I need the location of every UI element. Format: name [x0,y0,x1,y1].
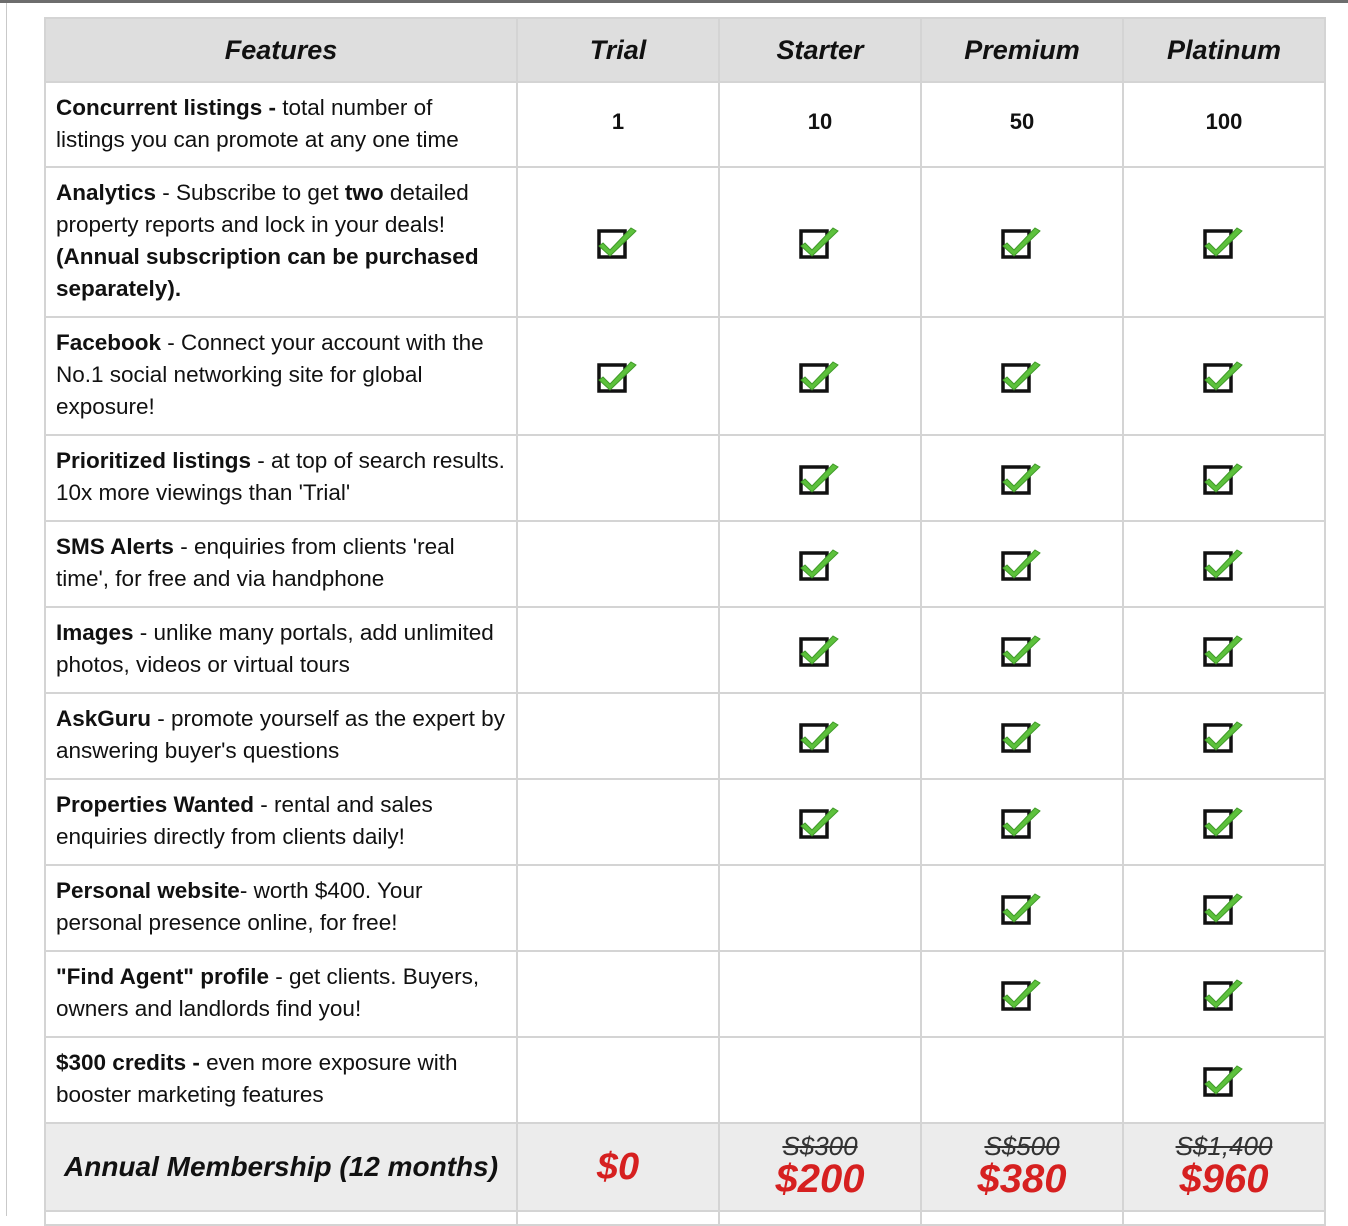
feature-title: $300 credits - [56,1050,200,1075]
checkmark-box-icon [1203,546,1245,582]
feature-description [45,317,517,435]
checkmark-box-icon [1001,224,1043,260]
feature-title: SMS Alerts [56,534,174,559]
checkmark-box-icon [1203,1062,1245,1098]
table-row [45,607,1325,693]
premium-price-cell [921,1123,1123,1211]
feature-note: (Annual subscription can be purchased separately). [56,244,479,301]
checkmark-box-icon [1001,460,1043,496]
checkmark-box-icon [799,804,841,840]
platinum-check-cell [1123,1037,1325,1123]
starter-check-cell [719,779,921,865]
checkmark-box-icon [799,718,841,754]
feature-text: - at top of search results. 10x more viewings than 'Trial' [56,448,505,505]
feature-title: Properties Wanted [56,792,254,817]
premium-old-price: S$500 [984,1131,1060,1161]
premium-value: 50 [921,82,1123,167]
checkmark-box-icon [799,358,841,394]
trial-check-cell [517,693,719,779]
feature-text: - rental and sales enquiries directly from clients daily! [56,792,433,849]
feature-description [45,435,517,521]
table-cell [921,1211,1123,1225]
feature-description [45,779,517,865]
feature-description [45,82,517,167]
table-cell [517,1211,719,1225]
starter-value: 10 [719,82,921,167]
header-starter: Starter [719,18,921,82]
trial-check-cell [517,865,719,951]
platinum-check-cell [1123,779,1325,865]
platinum-check-cell [1123,521,1325,607]
table-cell [45,1211,517,1225]
platinum-check-cell [1123,693,1325,779]
window-top-border [0,0,1348,3]
feature-text: - promote yourself as the expert by answering buyer's questions [56,706,505,763]
table-row [45,167,1325,317]
feature-description [45,865,517,951]
table-row [45,82,1325,167]
trial-price-cell [517,1123,719,1211]
starter-price-cell [719,1123,921,1211]
premium-check-cell [921,607,1123,693]
platinum-check-cell [1123,951,1325,1037]
pricing-comparison-table [44,17,1326,1226]
table-row [45,951,1325,1037]
feature-title: "Find Agent" profile [56,964,269,989]
trial-check-cell [517,317,719,435]
platinum-check-cell [1123,167,1325,317]
table-row [45,865,1325,951]
checkmark-box-icon [1001,358,1043,394]
feature-text: even more exposure with booster marketing features [56,1050,458,1107]
feature-description [45,693,517,779]
feature-title: Prioritized listings [56,448,252,473]
checkmark-box-icon [1001,976,1043,1012]
trial-check-cell [517,435,719,521]
platinum-check-cell [1123,865,1325,951]
starter-check-cell [719,521,921,607]
starter-check-cell [719,317,921,435]
feature-emphasis: two [344,180,384,205]
trial-check-cell [517,521,719,607]
checkmark-box-icon [597,224,639,260]
feature-text: - Connect your account with the No.1 social networking site for global exposure! [56,330,484,419]
header-platinum: Platinum [1123,18,1325,82]
checkmark-box-icon [1001,890,1043,926]
feature-text: - Subscribe to get [156,180,345,205]
header-premium: Premium [921,18,1123,82]
platinum-check-cell [1123,317,1325,435]
feature-title: Images [56,620,134,645]
premium-check-cell [921,167,1123,317]
premium-check-cell [921,693,1123,779]
checkmark-box-icon [1001,632,1043,668]
trial-check-cell [517,1037,719,1123]
checkmark-box-icon [1001,804,1043,840]
feature-text: - unlike many portals, add unlimited photos, videos or virtual tours [56,620,494,677]
checkmark-box-icon [799,546,841,582]
platinum-price: $960 [1179,1157,1269,1201]
table-bottom-row [45,1211,1325,1225]
feature-text: - worth $400. Your personal presence online, for free! [56,878,423,935]
starter-check-cell [719,607,921,693]
table-row [45,779,1325,865]
checkmark-box-icon [1203,804,1245,840]
starter-check-cell [719,865,921,951]
checkmark-box-icon [1203,224,1245,260]
premium-check-cell [921,1037,1123,1123]
feature-text: total number of listings you can promote at any one time [56,95,459,152]
table-row [45,521,1325,607]
checkmark-box-icon [597,358,639,394]
table-cell [1123,1211,1325,1225]
table-row [45,693,1325,779]
feature-description [45,951,517,1037]
premium-check-cell [921,521,1123,607]
annual-membership-label: Annual Membership (12 months) [45,1123,517,1211]
feature-title: Personal website [56,878,240,903]
checkmark-box-icon [1203,718,1245,754]
feature-text: detailed property reports and lock in your deals! [56,180,469,237]
table-header-row [45,18,1325,82]
feature-description [45,521,517,607]
feature-text: - enquiries from clients 'real time', for free and via handphone [56,534,455,591]
feature-title: Facebook [56,330,162,355]
feature-title: AskGuru [56,706,152,731]
pricing-table-container [44,17,1324,1226]
premium-check-cell [921,317,1123,435]
starter-check-cell [719,435,921,521]
premium-check-cell [921,951,1123,1037]
feature-text: - get clients. Buyers, owners and landlords find you! [56,964,480,1021]
feature-description [45,1037,517,1123]
trial-check-cell [517,607,719,693]
pricing-footer-row [45,1123,1325,1211]
premium-check-cell [921,865,1123,951]
trial-value: 1 [517,82,719,167]
checkmark-box-icon [799,632,841,668]
platinum-value: 100 [1123,82,1325,167]
starter-old-price: S$300 [782,1131,858,1161]
feature-title: Analytics [56,180,157,205]
starter-check-cell [719,693,921,779]
header-trial: Trial [517,18,719,82]
starter-check-cell [719,1037,921,1123]
table-row [45,317,1325,435]
premium-price: $380 [977,1157,1067,1201]
platinum-price-cell [1123,1123,1325,1211]
checkmark-box-icon [1203,460,1245,496]
platinum-check-cell [1123,435,1325,521]
checkmark-box-icon [1203,358,1245,394]
table-row [45,1037,1325,1123]
trial-check-cell [517,779,719,865]
checkmark-box-icon [799,224,841,260]
checkmark-box-icon [1203,890,1245,926]
checkmark-box-icon [1001,546,1043,582]
premium-check-cell [921,779,1123,865]
platinum-check-cell [1123,607,1325,693]
table-cell [719,1211,921,1225]
checkmark-box-icon [1203,976,1245,1012]
starter-price: $200 [775,1157,865,1201]
starter-check-cell [719,951,921,1037]
checkmark-box-icon [1001,718,1043,754]
feature-description [45,607,517,693]
page-left-border [6,3,7,1216]
checkmark-box-icon [799,460,841,496]
table-row [45,435,1325,521]
trial-check-cell [517,951,719,1037]
premium-check-cell [921,435,1123,521]
header-features: Features [45,18,517,82]
trial-check-cell [517,167,719,317]
feature-description [45,167,517,317]
feature-title: Concurrent listings - [56,95,277,120]
starter-check-cell [719,167,921,317]
platinum-old-price: S$1,400 [1175,1131,1273,1161]
trial-price: $0 [596,1146,640,1188]
checkmark-box-icon [1203,632,1245,668]
